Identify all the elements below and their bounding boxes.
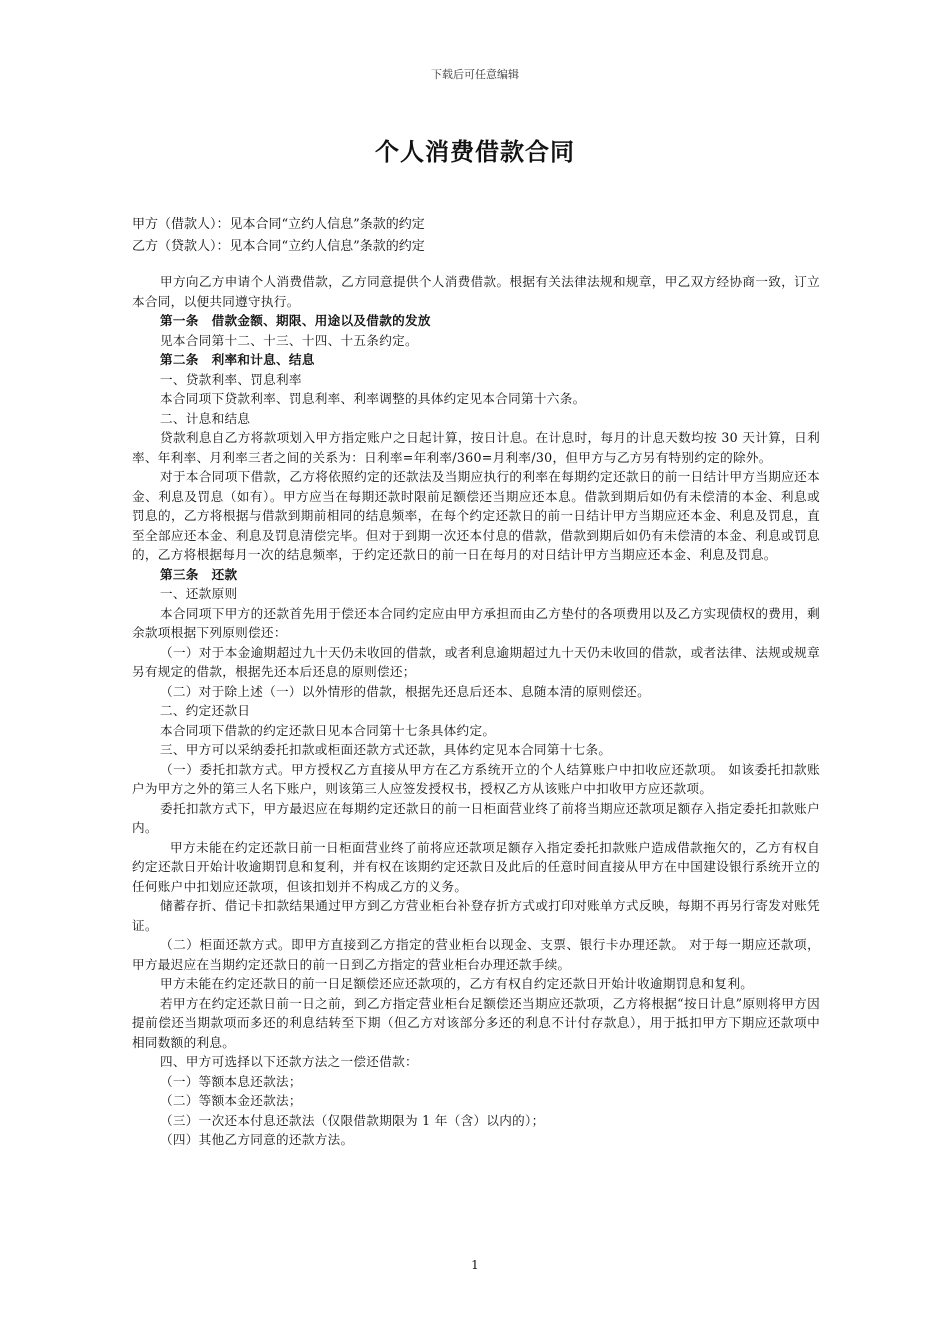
contract-paragraph: （一）委托扣款方式。甲方授权乙方直接从甲方在乙方系统开立的个人结算账户中扣收应还款项。 如该委托扣款账户为甲方之外的第三人名下账户，则该第三人应签发授权书，授权乙方从该账户中扣收甲方应还款项。	[132, 761, 820, 796]
document-title: 个人消费借款合同	[375, 138, 575, 166]
contract-paragraph: 三、甲方可以采纳委托扣款或柜面还款方式还款，具体约定见本合同第十七条。	[160, 742, 612, 757]
article-heading: 第二条 利率和计息、结息	[160, 352, 315, 367]
contract-paragraph: 本合同项下甲方的还款首先用于偿还本合同约定应由甲方承担而由乙方垫付的各项费用以及乙方实现债权的费用，剩余款项根据下列原则偿还：	[132, 605, 820, 640]
contract-paragraph: 甲方向乙方申请个人消费借款，乙方同意提供个人消费借款。根据有关法律法规和规章，甲乙双方经协商一致，订立本合同，以便共同遵守执行。	[132, 274, 820, 309]
contract-paragraph: 委托扣款方式下，甲方最迟应在每期约定还款日的前一日柜面营业终了前将当期应还款项足额存入指定委托扣款账户内。	[132, 800, 820, 835]
contract-paragraph: 一、贷款利率、罚息利率	[160, 371, 302, 387]
contract-paragraph: 甲方未能在约定还款日的前一日足额偿还应还款项的，乙方有权自约定还款日开始计收逾期罚息和复利。	[160, 976, 754, 991]
contract-paragraph: （二）对于除上述（一）以外情形的借款，根据先还息后还本、息随本清的原则偿还。	[160, 683, 650, 699]
contract-paragraph: 本合同项下借款的约定还款日见本合同第十七条具体约定。	[160, 722, 496, 738]
header-note: 下载后可任意编辑	[431, 68, 519, 81]
contract-paragraph: 对于本合同项下借款，乙方将依照约定的还款法及当期应执行的利率在每期约定还款日的前一日结计甲方当期应还本金、利息及罚息（如有）。甲方应当在每期还款时限前足额偿还当期应还本息。借款到期后如仍有未偿清的本金、利息或罚息的，乙方将根据与借款到期前相同的结息频率，在每个约定还款日的前一日结计甲方当期应还本金、利息及罚息，直至全部应还本金、利息及罚息清偿完毕。但对于到期一次还本付息的借款，借款到期后如仍有未偿清的本金、利息或罚息的，乙方将根据每月一次的结息频率，于约定还款日的前一日在每月的对日结计甲方当期应还本金、利息及罚息。	[132, 469, 820, 562]
contract-paragraph: （三）一次还本付息还款法（仅限借款期限为 1 年（含）以内的）；	[160, 1112, 545, 1128]
contract-paragraph: 二、约定还款日	[160, 703, 251, 718]
article-heading: 第三条 还款	[160, 566, 238, 582]
contract-paragraph: 储蓄存折、借记卡扣款结果通过甲方到乙方营业柜台补登存折方式或打印对账单方式反映，每期不再另行寄发对账凭证。	[132, 898, 820, 933]
page-number: 1	[471, 1258, 479, 1272]
contract-paragraph: 若甲方在约定还款日前一日之前，到乙方指定营业柜台足额偿还当期应还款项，乙方将根据“按日计息”原则将甲方因提前偿还当期款项而多还的利息结转至下期（但乙方对该部分多还的利息不计付存款息），用于抵扣甲方下期应还款项中相同数额的利息。	[132, 995, 820, 1050]
contract-paragraph: 见本合同第十二、十三、十四、十五条约定。	[160, 332, 418, 348]
contract-paragraph: 本合同项下贷款利率、罚息利率、利率调整的具体约定见本合同第十六条。	[160, 391, 586, 406]
article-heading: 第一条 借款金额、期限、用途以及借款的发放	[160, 313, 431, 328]
contract-paragraph: （二）等额本金还款法；	[160, 1093, 302, 1108]
contract-paragraph: 一、还款原则	[160, 586, 238, 601]
party-a-line: 甲方（借款人）：见本合同“立约人信息”条款的约定	[132, 217, 425, 232]
contract-paragraph: （四）其他乙方同意的还款方法。	[160, 1132, 354, 1147]
party-b-line: 乙方（贷款人）：见本合同“立约人信息”条款的约定	[132, 239, 425, 254]
contract-paragraph: （一）等额本息还款法；	[160, 1073, 302, 1089]
contract-paragraph: （二）柜面还款方式。即甲方直接到乙方指定的营业柜台以现金、支票、银行卡办理还款。 对于每一期应还款项，甲方最迟应在当期约定还款日的前一日到乙方指定的营业柜台办理还款手续。	[132, 937, 820, 972]
contract-paragraph: 贷款利息自乙方将款项划入甲方指定账户之日起计算，按日计息。在计息时，每月的计息天数均按 30 天计算，日利率、年利率、月利率三者之间的关系为：日利率=年利率/360=月利率/30，但甲方与乙方另有特别约定的除外。	[132, 430, 820, 465]
contract-paragraph: 二、计息和结息	[160, 410, 251, 426]
parties-block	[132, 214, 822, 258]
contract-paragraph: 甲方未能在约定还款日前一日柜面营业终了前将应还款项足额存入指定委托扣款账户造成借款拖欠的，乙方有权自约定还款日开始计收逾期罚息和复利，并有权在该期约定还款日及此后的任意时间直接从甲方在中国建设银行系统开立的任何账户中扣划应还款项，但该扣划并不构成乙方的义务。	[132, 839, 820, 894]
contract-paragraph: （一）对于本金逾期超过九十天仍未收回的借款，或者利息逾期超过九十天仍未收回的借款，或者法律、法规或规章另有规定的借款，根据先还本后还息的原则偿还；	[132, 644, 820, 679]
contract-body	[132, 272, 820, 1150]
contract-paragraph: 四、甲方可选择以下还款方法之一偿还借款：	[160, 1054, 418, 1069]
